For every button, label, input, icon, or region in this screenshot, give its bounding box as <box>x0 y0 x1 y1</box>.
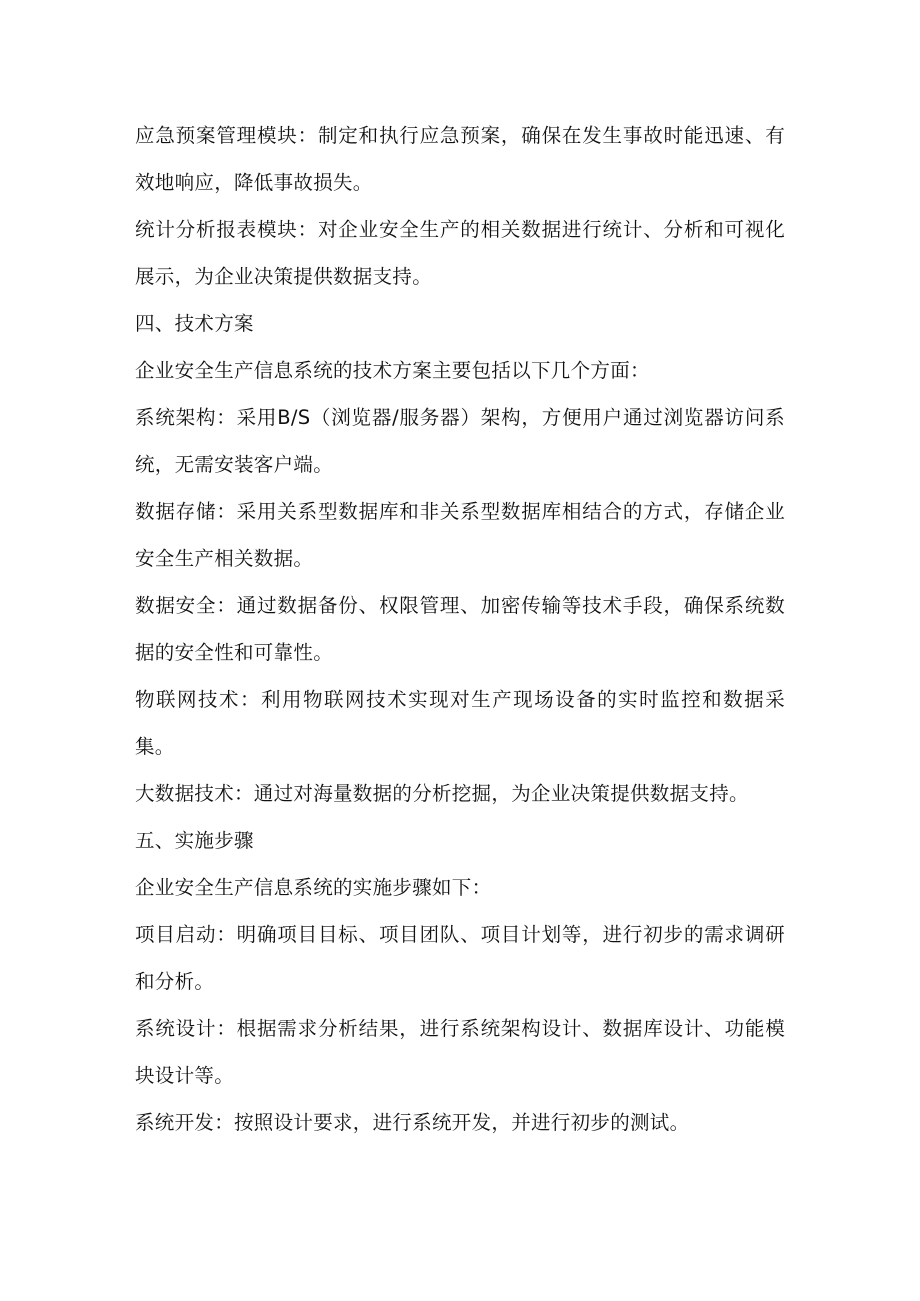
paragraph-system-architecture: 系统架构：采用B/S（浏览器/服务器）架构，方便用户通过浏览器访问系统，无需安装客户端。 <box>135 406 785 476</box>
paragraph-project-kickoff: 项目启动：明确项目目标、项目团队、项目计划等，进行初步的需求调研和分析。 <box>135 923 785 993</box>
paragraph-emergency-plan-module: 应急预案管理模块：制定和执行应急预案，确保在发生事故时能迅速、有效地响应，降低事故损失。 <box>135 124 785 194</box>
paragraph-system-development: 系统开发：按照设计要求，进行系统开发，并进行初步的测试。 <box>135 1111 690 1134</box>
heading-technical-solution: 四、技术方案 <box>135 312 254 335</box>
document-body <box>135 112 785 1146</box>
paragraph-data-security: 数据安全：通过数据备份、权限管理、加密传输等技术手段，确保系统数据的安全性和可靠性。 <box>135 594 785 664</box>
paragraph-iot-technology: 物联网技术：利用物联网技术实现对生产现场设备的实时监控和数据采集。 <box>135 688 785 758</box>
paragraph-statistics-report-module: 统计分析报表模块：对企业安全生产的相关数据进行统计、分析和可视化展示，为企业决策提供数据支持。 <box>135 218 785 288</box>
paragraph-implementation-intro: 企业安全生产信息系统的实施步骤如下： <box>135 876 492 899</box>
paragraph-data-storage: 数据存储：采用关系型数据库和非关系型数据库相结合的方式，存储企业安全生产相关数据。 <box>135 500 785 570</box>
paragraph-big-data-technology: 大数据技术：通过对海量数据的分析挖掘，为企业决策提供数据支持。 <box>135 782 749 805</box>
paragraph-technical-solution-intro: 企业安全生产信息系统的技术方案主要包括以下几个方面： <box>135 359 650 382</box>
paragraph-system-design: 系统设计：根据需求分析结果，进行系统架构设计、数据库设计、功能模块设计等。 <box>135 1017 785 1087</box>
heading-implementation-steps: 五、实施步骤 <box>135 829 254 852</box>
